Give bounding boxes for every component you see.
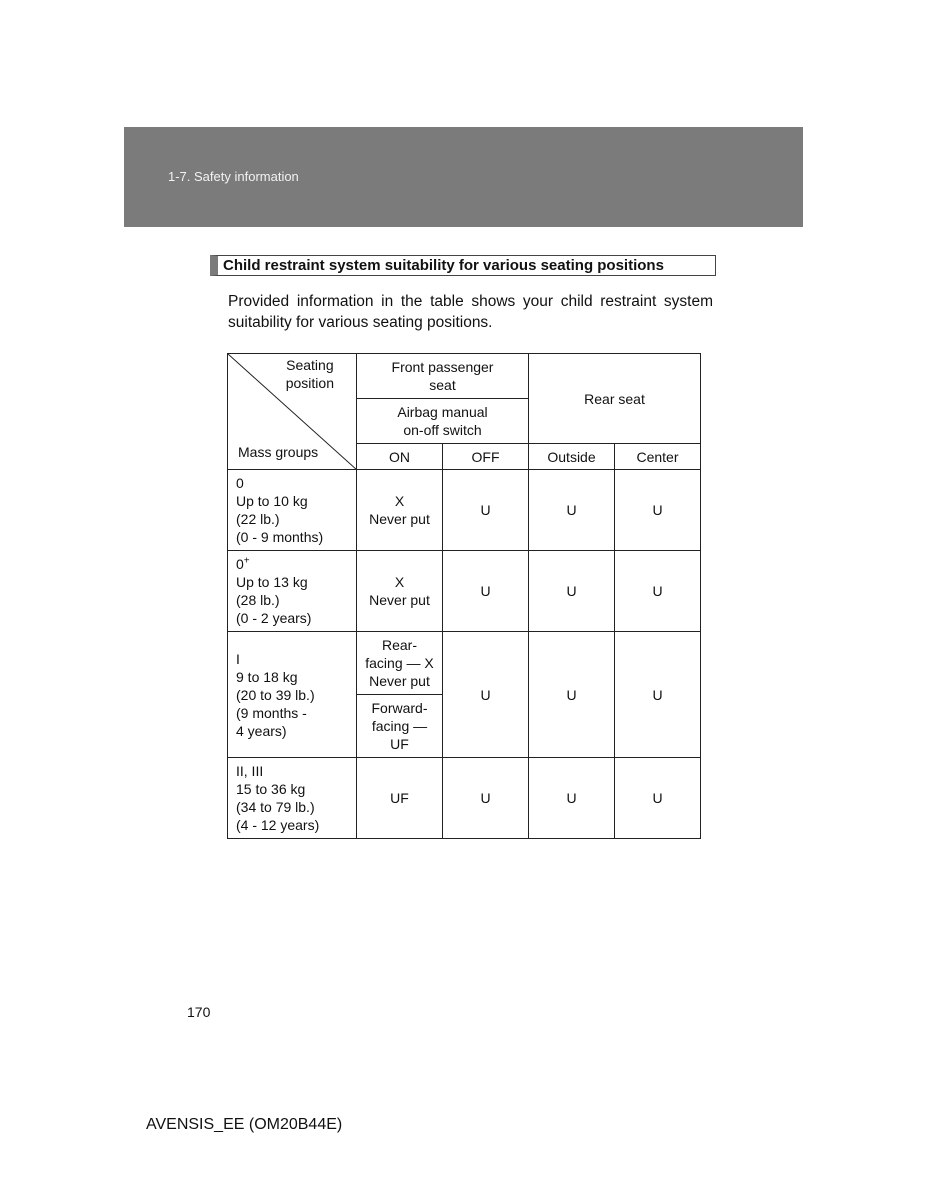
- col-outside-header: Outside: [529, 444, 615, 470]
- intro-paragraph: Provided information in the table shows your child restraint system suitability for various seating positions.: [228, 293, 713, 331]
- center-cell: U: [615, 758, 701, 839]
- off-cell: U: [443, 758, 529, 839]
- center-cell: U: [615, 470, 701, 551]
- col-off-header: OFF: [443, 444, 529, 470]
- center-cell: U: [615, 551, 701, 632]
- table-row: [228, 551, 701, 632]
- section-title-box: [210, 255, 716, 276]
- outside-cell: U: [529, 551, 615, 632]
- airbag-switch-header: Airbag manual on-off switch: [357, 399, 529, 444]
- off-cell: U: [443, 551, 529, 632]
- mass-group-detail: Up to 13 kg (28 lb.) (0 - 2 years): [236, 574, 312, 626]
- table-row: [228, 632, 701, 695]
- col-on-header: ON: [357, 444, 443, 470]
- rear-seat-header: Rear seat: [529, 354, 701, 444]
- mass-groups-label: Mass groups: [238, 444, 319, 460]
- front-passenger-header: Front passenger seat: [357, 354, 529, 399]
- outside-cell: U: [529, 470, 615, 551]
- off-cell: U: [443, 470, 529, 551]
- outside-cell: U: [529, 758, 615, 839]
- seating-position-label: Seating position: [285, 357, 334, 391]
- on-cell: X Never put: [357, 470, 443, 551]
- mass-group-cell: [228, 551, 357, 632]
- outside-cell: U: [529, 632, 615, 758]
- suitability-table: [227, 353, 701, 839]
- mass-group-sup: +: [243, 555, 250, 567]
- table-row: [228, 758, 701, 839]
- on-cell: X Never put: [357, 551, 443, 632]
- mass-group-id: 0: [236, 556, 244, 572]
- table-corner-cell: [228, 354, 357, 470]
- table-row: [228, 470, 701, 551]
- center-cell: U: [615, 632, 701, 758]
- page-number: 170: [187, 1004, 211, 1020]
- mass-group-cell: II, III 15 to 36 kg (34 to 79 lb.) (4 - 12 years): [228, 758, 357, 839]
- footer-model-code: AVENSIS_EE (OM20B44E): [146, 1116, 343, 1133]
- on-cell: UF: [357, 758, 443, 839]
- mass-group-cell: 0 Up to 10 kg (22 lb.) (0 - 9 months): [228, 470, 357, 551]
- section-label: 1-7. Safety information: [168, 169, 299, 184]
- on-cell-rear-facing: Rear- facing — X Never put: [357, 632, 443, 695]
- mass-group-cell: I 9 to 18 kg (20 to 39 lb.) (9 months - 4 years): [228, 632, 357, 758]
- col-center-header: Center: [615, 444, 701, 470]
- header-band: [124, 127, 803, 227]
- on-cell-forward-facing: Forward- facing — UF: [357, 695, 443, 758]
- off-cell: U: [443, 632, 529, 758]
- section-title: Child restraint system suitability for various seating positions: [223, 257, 664, 274]
